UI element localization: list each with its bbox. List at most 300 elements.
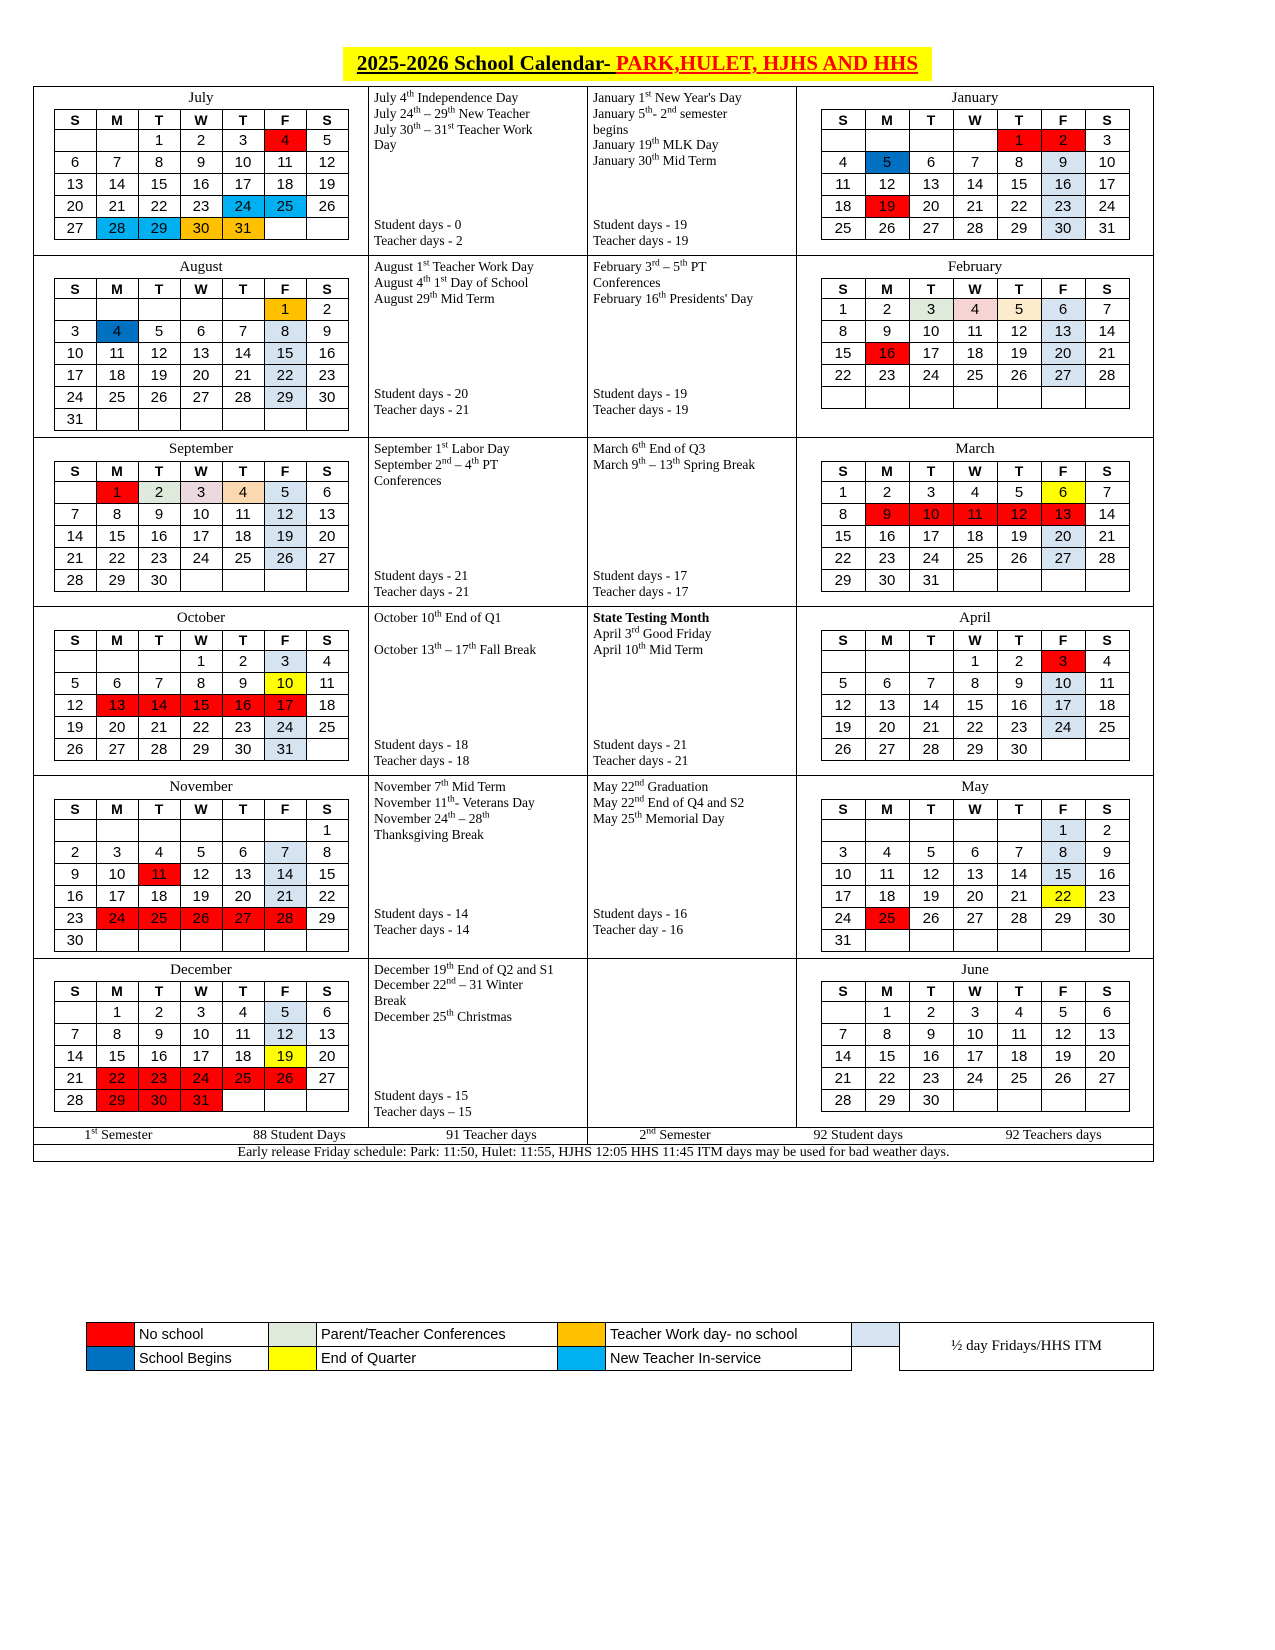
- day-cell[interactable]: 9: [997, 672, 1041, 694]
- day-cell[interactable]: 8: [1041, 841, 1085, 863]
- day-cell[interactable]: 24: [953, 1067, 997, 1089]
- day-cell[interactable]: 23: [138, 547, 180, 569]
- day-cell[interactable]: 27: [1041, 365, 1085, 387]
- day-cell[interactable]: 26: [821, 738, 865, 760]
- day-cell[interactable]: 10: [222, 152, 264, 174]
- day-cell[interactable]: 2: [1041, 130, 1085, 152]
- day-cell[interactable]: 1: [180, 650, 222, 672]
- day-cell[interactable]: 18: [264, 174, 306, 196]
- day-cell[interactable]: 27: [909, 218, 953, 240]
- day-cell[interactable]: 31: [54, 409, 96, 431]
- day-cell[interactable]: 1: [96, 481, 138, 503]
- day-cell[interactable]: 21: [264, 885, 306, 907]
- day-cell[interactable]: 14: [909, 694, 953, 716]
- day-cell[interactable]: 15: [953, 694, 997, 716]
- day-cell[interactable]: 30: [180, 218, 222, 240]
- day-cell[interactable]: 3: [1085, 130, 1129, 152]
- day-cell[interactable]: 19: [997, 525, 1041, 547]
- day-cell[interactable]: 21: [96, 196, 138, 218]
- day-cell[interactable]: 23: [1041, 196, 1085, 218]
- day-cell[interactable]: 21: [909, 716, 953, 738]
- day-cell[interactable]: 3: [264, 650, 306, 672]
- day-cell[interactable]: 9: [306, 321, 348, 343]
- day-cell[interactable]: 18: [222, 1045, 264, 1067]
- day-cell[interactable]: 9: [865, 503, 909, 525]
- day-cell[interactable]: 21: [821, 1067, 865, 1089]
- day-cell[interactable]: 18: [953, 525, 997, 547]
- day-cell[interactable]: 11: [306, 672, 348, 694]
- day-cell[interactable]: 8: [953, 672, 997, 694]
- day-cell[interactable]: 19: [909, 885, 953, 907]
- day-cell[interactable]: 5: [138, 321, 180, 343]
- day-cell[interactable]: 2: [180, 130, 222, 152]
- day-cell[interactable]: 4: [953, 481, 997, 503]
- day-cell[interactable]: 24: [909, 547, 953, 569]
- day-cell[interactable]: 23: [909, 1067, 953, 1089]
- day-cell[interactable]: 18: [222, 525, 264, 547]
- day-cell[interactable]: 28: [264, 907, 306, 929]
- day-cell[interactable]: 27: [306, 1067, 348, 1089]
- day-cell[interactable]: 19: [997, 343, 1041, 365]
- day-cell[interactable]: 30: [138, 1089, 180, 1111]
- day-cell[interactable]: 2: [909, 1001, 953, 1023]
- day-cell[interactable]: 15: [997, 174, 1041, 196]
- day-cell[interactable]: 20: [306, 1045, 348, 1067]
- day-cell[interactable]: 25: [96, 387, 138, 409]
- day-cell[interactable]: 11: [96, 343, 138, 365]
- day-cell[interactable]: 7: [54, 1023, 96, 1045]
- day-cell[interactable]: 18: [1085, 694, 1129, 716]
- day-cell[interactable]: 7: [264, 841, 306, 863]
- day-cell[interactable]: 30: [1085, 907, 1129, 929]
- day-cell[interactable]: 13: [909, 174, 953, 196]
- day-cell[interactable]: 23: [54, 907, 96, 929]
- day-cell[interactable]: 21: [1085, 343, 1129, 365]
- day-cell[interactable]: 16: [180, 174, 222, 196]
- day-cell[interactable]: 28: [54, 569, 96, 591]
- day-cell[interactable]: 22: [953, 716, 997, 738]
- day-cell[interactable]: 1: [1041, 819, 1085, 841]
- day-cell[interactable]: 14: [953, 174, 997, 196]
- day-cell[interactable]: 28: [953, 218, 997, 240]
- day-cell[interactable]: 4: [264, 130, 306, 152]
- day-cell[interactable]: 14: [222, 343, 264, 365]
- day-cell[interactable]: 1: [953, 650, 997, 672]
- day-cell[interactable]: 5: [821, 672, 865, 694]
- day-cell[interactable]: 9: [138, 503, 180, 525]
- day-cell[interactable]: 22: [96, 547, 138, 569]
- day-cell[interactable]: 7: [1085, 299, 1129, 321]
- day-cell[interactable]: 26: [997, 547, 1041, 569]
- day-cell[interactable]: 26: [264, 1067, 306, 1089]
- day-cell[interactable]: 28: [909, 738, 953, 760]
- day-cell[interactable]: 26: [865, 218, 909, 240]
- day-cell[interactable]: 30: [222, 738, 264, 760]
- day-cell[interactable]: 10: [909, 321, 953, 343]
- day-cell[interactable]: 11: [953, 321, 997, 343]
- day-cell[interactable]: 11: [997, 1023, 1041, 1045]
- day-cell[interactable]: 19: [264, 1045, 306, 1067]
- day-cell[interactable]: 27: [222, 907, 264, 929]
- day-cell[interactable]: 22: [306, 885, 348, 907]
- day-cell[interactable]: 25: [222, 1067, 264, 1089]
- day-cell[interactable]: 5: [997, 481, 1041, 503]
- day-cell[interactable]: 15: [180, 694, 222, 716]
- day-cell[interactable]: 31: [821, 929, 865, 951]
- day-cell[interactable]: 27: [865, 738, 909, 760]
- day-cell[interactable]: 25: [953, 547, 997, 569]
- day-cell[interactable]: 12: [997, 503, 1041, 525]
- day-cell[interactable]: 21: [138, 716, 180, 738]
- day-cell[interactable]: 7: [909, 672, 953, 694]
- day-cell[interactable]: 20: [953, 885, 997, 907]
- day-cell[interactable]: 15: [1041, 863, 1085, 885]
- day-cell[interactable]: 1: [138, 130, 180, 152]
- day-cell[interactable]: 10: [1085, 152, 1129, 174]
- day-cell[interactable]: 18: [865, 885, 909, 907]
- day-cell[interactable]: 4: [96, 321, 138, 343]
- day-cell[interactable]: 26: [306, 196, 348, 218]
- day-cell[interactable]: 7: [821, 1023, 865, 1045]
- day-cell[interactable]: 25: [953, 365, 997, 387]
- day-cell[interactable]: 9: [1041, 152, 1085, 174]
- day-cell[interactable]: 31: [264, 738, 306, 760]
- day-cell[interactable]: 26: [909, 907, 953, 929]
- day-cell[interactable]: 18: [96, 365, 138, 387]
- day-cell[interactable]: 5: [180, 841, 222, 863]
- day-cell[interactable]: 19: [138, 365, 180, 387]
- day-cell[interactable]: 22: [180, 716, 222, 738]
- day-cell[interactable]: 14: [138, 694, 180, 716]
- day-cell[interactable]: 22: [821, 547, 865, 569]
- day-cell[interactable]: 30: [997, 738, 1041, 760]
- day-cell[interactable]: 22: [865, 1067, 909, 1089]
- day-cell[interactable]: 10: [953, 1023, 997, 1045]
- day-cell[interactable]: 22: [96, 1067, 138, 1089]
- day-cell[interactable]: 9: [138, 1023, 180, 1045]
- day-cell[interactable]: 23: [865, 547, 909, 569]
- day-cell[interactable]: 2: [138, 481, 180, 503]
- day-cell[interactable]: 29: [96, 1089, 138, 1111]
- day-cell[interactable]: 7: [54, 503, 96, 525]
- day-cell[interactable]: 18: [821, 196, 865, 218]
- day-cell[interactable]: 19: [821, 716, 865, 738]
- day-cell[interactable]: 2: [306, 299, 348, 321]
- day-cell[interactable]: 8: [865, 1023, 909, 1045]
- day-cell[interactable]: 2: [138, 1001, 180, 1023]
- day-cell[interactable]: 27: [1085, 1067, 1129, 1089]
- day-cell[interactable]: 29: [821, 569, 865, 591]
- day-cell[interactable]: 1: [821, 299, 865, 321]
- day-cell[interactable]: 17: [909, 343, 953, 365]
- day-cell[interactable]: 16: [54, 885, 96, 907]
- day-cell[interactable]: 18: [953, 343, 997, 365]
- day-cell[interactable]: 8: [138, 152, 180, 174]
- day-cell[interactable]: 12: [909, 863, 953, 885]
- day-cell[interactable]: 28: [997, 907, 1041, 929]
- day-cell[interactable]: 16: [865, 343, 909, 365]
- day-cell[interactable]: 14: [1085, 503, 1129, 525]
- day-cell[interactable]: 5: [264, 1001, 306, 1023]
- day-cell[interactable]: 13: [222, 863, 264, 885]
- day-cell[interactable]: 13: [1041, 321, 1085, 343]
- day-cell[interactable]: 27: [54, 218, 96, 240]
- day-cell[interactable]: 15: [138, 174, 180, 196]
- day-cell[interactable]: 20: [1041, 343, 1085, 365]
- day-cell[interactable]: 15: [821, 343, 865, 365]
- day-cell[interactable]: 3: [953, 1001, 997, 1023]
- day-cell[interactable]: 18: [306, 694, 348, 716]
- day-cell[interactable]: 27: [96, 738, 138, 760]
- day-cell[interactable]: 15: [821, 525, 865, 547]
- day-cell[interactable]: 30: [138, 569, 180, 591]
- day-cell[interactable]: 3: [180, 1001, 222, 1023]
- day-cell[interactable]: 9: [865, 321, 909, 343]
- day-cell[interactable]: 6: [180, 321, 222, 343]
- day-cell[interactable]: 7: [222, 321, 264, 343]
- day-cell[interactable]: 20: [865, 716, 909, 738]
- day-cell[interactable]: 2: [1085, 819, 1129, 841]
- day-cell[interactable]: 10: [180, 1023, 222, 1045]
- day-cell[interactable]: 13: [180, 343, 222, 365]
- day-cell[interactable]: 21: [54, 547, 96, 569]
- day-cell[interactable]: 20: [222, 885, 264, 907]
- day-cell[interactable]: 24: [180, 547, 222, 569]
- day-cell[interactable]: 7: [138, 672, 180, 694]
- day-cell[interactable]: 1: [306, 819, 348, 841]
- day-cell[interactable]: 19: [180, 885, 222, 907]
- day-cell[interactable]: 1: [821, 481, 865, 503]
- day-cell[interactable]: 3: [909, 299, 953, 321]
- day-cell[interactable]: 25: [997, 1067, 1041, 1089]
- day-cell[interactable]: 28: [54, 1089, 96, 1111]
- day-cell[interactable]: 9: [1085, 841, 1129, 863]
- day-cell[interactable]: 5: [865, 152, 909, 174]
- day-cell[interactable]: 24: [1085, 196, 1129, 218]
- day-cell[interactable]: 23: [138, 1067, 180, 1089]
- day-cell[interactable]: 20: [909, 196, 953, 218]
- day-cell[interactable]: 16: [909, 1045, 953, 1067]
- day-cell[interactable]: 6: [1041, 299, 1085, 321]
- day-cell[interactable]: 16: [138, 1045, 180, 1067]
- day-cell[interactable]: 22: [1041, 885, 1085, 907]
- day-cell[interactable]: 10: [96, 863, 138, 885]
- day-cell[interactable]: 13: [1041, 503, 1085, 525]
- day-cell[interactable]: 17: [909, 525, 953, 547]
- day-cell[interactable]: 23: [997, 716, 1041, 738]
- day-cell[interactable]: 29: [264, 387, 306, 409]
- day-cell[interactable]: 6: [1085, 1001, 1129, 1023]
- day-cell[interactable]: 4: [997, 1001, 1041, 1023]
- day-cell[interactable]: 7: [96, 152, 138, 174]
- day-cell[interactable]: 10: [54, 343, 96, 365]
- day-cell[interactable]: 9: [180, 152, 222, 174]
- day-cell[interactable]: 13: [953, 863, 997, 885]
- day-cell[interactable]: 28: [821, 1089, 865, 1111]
- day-cell[interactable]: 13: [96, 694, 138, 716]
- day-cell[interactable]: 14: [54, 525, 96, 547]
- day-cell[interactable]: 6: [1041, 481, 1085, 503]
- day-cell[interactable]: 16: [865, 525, 909, 547]
- day-cell[interactable]: 15: [96, 1045, 138, 1067]
- day-cell[interactable]: 12: [865, 174, 909, 196]
- day-cell[interactable]: 24: [180, 1067, 222, 1089]
- day-cell[interactable]: 4: [1085, 650, 1129, 672]
- day-cell[interactable]: 8: [96, 1023, 138, 1045]
- day-cell[interactable]: 6: [222, 841, 264, 863]
- day-cell[interactable]: 14: [264, 863, 306, 885]
- day-cell[interactable]: 17: [96, 885, 138, 907]
- day-cell[interactable]: 3: [54, 321, 96, 343]
- day-cell[interactable]: 31: [180, 1089, 222, 1111]
- day-cell[interactable]: 12: [821, 694, 865, 716]
- day-cell[interactable]: 12: [54, 694, 96, 716]
- day-cell[interactable]: 12: [997, 321, 1041, 343]
- day-cell[interactable]: 5: [997, 299, 1041, 321]
- day-cell[interactable]: 9: [909, 1023, 953, 1045]
- day-cell[interactable]: 24: [222, 196, 264, 218]
- day-cell[interactable]: 6: [54, 152, 96, 174]
- day-cell[interactable]: 15: [96, 525, 138, 547]
- day-cell[interactable]: 2: [865, 299, 909, 321]
- day-cell[interactable]: 20: [180, 365, 222, 387]
- day-cell[interactable]: 19: [264, 525, 306, 547]
- day-cell[interactable]: 6: [865, 672, 909, 694]
- day-cell[interactable]: 27: [180, 387, 222, 409]
- day-cell[interactable]: 22: [997, 196, 1041, 218]
- day-cell[interactable]: 13: [306, 1023, 348, 1045]
- day-cell[interactable]: 26: [264, 547, 306, 569]
- day-cell[interactable]: 16: [222, 694, 264, 716]
- day-cell[interactable]: 5: [909, 841, 953, 863]
- day-cell[interactable]: 14: [821, 1045, 865, 1067]
- day-cell[interactable]: 12: [306, 152, 348, 174]
- day-cell[interactable]: 22: [138, 196, 180, 218]
- day-cell[interactable]: 14: [1085, 321, 1129, 343]
- day-cell[interactable]: 29: [997, 218, 1041, 240]
- day-cell[interactable]: 30: [1041, 218, 1085, 240]
- day-cell[interactable]: 22: [264, 365, 306, 387]
- day-cell[interactable]: 10: [264, 672, 306, 694]
- day-cell[interactable]: 26: [997, 365, 1041, 387]
- day-cell[interactable]: 10: [909, 503, 953, 525]
- day-cell[interactable]: 1: [264, 299, 306, 321]
- day-cell[interactable]: 3: [96, 841, 138, 863]
- day-cell[interactable]: 3: [222, 130, 264, 152]
- day-cell[interactable]: 4: [821, 152, 865, 174]
- day-cell[interactable]: 29: [180, 738, 222, 760]
- day-cell[interactable]: 18: [138, 885, 180, 907]
- day-cell[interactable]: 21: [222, 365, 264, 387]
- day-cell[interactable]: 26: [180, 907, 222, 929]
- day-cell[interactable]: 24: [54, 387, 96, 409]
- day-cell[interactable]: 6: [306, 1001, 348, 1023]
- day-cell[interactable]: 23: [865, 365, 909, 387]
- day-cell[interactable]: 10: [1041, 672, 1085, 694]
- day-cell[interactable]: 2: [865, 481, 909, 503]
- day-cell[interactable]: 25: [821, 218, 865, 240]
- day-cell[interactable]: 30: [909, 1089, 953, 1111]
- day-cell[interactable]: 16: [997, 694, 1041, 716]
- day-cell[interactable]: 2: [222, 650, 264, 672]
- day-cell[interactable]: 30: [306, 387, 348, 409]
- day-cell[interactable]: 28: [96, 218, 138, 240]
- day-cell[interactable]: 11: [953, 503, 997, 525]
- day-cell[interactable]: 4: [138, 841, 180, 863]
- day-cell[interactable]: 11: [821, 174, 865, 196]
- day-cell[interactable]: 4: [222, 481, 264, 503]
- day-cell[interactable]: 25: [1085, 716, 1129, 738]
- day-cell[interactable]: 11: [1085, 672, 1129, 694]
- day-cell[interactable]: 27: [306, 547, 348, 569]
- day-cell[interactable]: 14: [997, 863, 1041, 885]
- day-cell[interactable]: 12: [264, 503, 306, 525]
- day-cell[interactable]: 14: [96, 174, 138, 196]
- day-cell[interactable]: 19: [306, 174, 348, 196]
- day-cell[interactable]: 8: [180, 672, 222, 694]
- day-cell[interactable]: 16: [138, 525, 180, 547]
- day-cell[interactable]: 24: [909, 365, 953, 387]
- day-cell[interactable]: 26: [1041, 1067, 1085, 1089]
- day-cell[interactable]: 13: [54, 174, 96, 196]
- day-cell[interactable]: 27: [1041, 547, 1085, 569]
- day-cell[interactable]: 24: [1041, 716, 1085, 738]
- day-cell[interactable]: 29: [96, 569, 138, 591]
- day-cell[interactable]: 28: [1085, 365, 1129, 387]
- day-cell[interactable]: 23: [180, 196, 222, 218]
- day-cell[interactable]: 31: [222, 218, 264, 240]
- day-cell[interactable]: 3: [1041, 650, 1085, 672]
- day-cell[interactable]: 23: [1085, 885, 1129, 907]
- day-cell[interactable]: 3: [821, 841, 865, 863]
- day-cell[interactable]: 13: [865, 694, 909, 716]
- day-cell[interactable]: 21: [54, 1067, 96, 1089]
- day-cell[interactable]: 8: [306, 841, 348, 863]
- day-cell[interactable]: 4: [222, 1001, 264, 1023]
- day-cell[interactable]: 6: [306, 481, 348, 503]
- day-cell[interactable]: 1: [96, 1001, 138, 1023]
- day-cell[interactable]: 10: [821, 863, 865, 885]
- day-cell[interactable]: 15: [306, 863, 348, 885]
- day-cell[interactable]: 5: [306, 130, 348, 152]
- day-cell[interactable]: 4: [306, 650, 348, 672]
- day-cell[interactable]: 18: [997, 1045, 1041, 1067]
- day-cell[interactable]: 4: [865, 841, 909, 863]
- day-cell[interactable]: 20: [96, 716, 138, 738]
- day-cell[interactable]: 21: [1085, 525, 1129, 547]
- day-cell[interactable]: 4: [953, 299, 997, 321]
- day-cell[interactable]: 13: [306, 503, 348, 525]
- day-cell[interactable]: 8: [997, 152, 1041, 174]
- day-cell[interactable]: 9: [54, 863, 96, 885]
- day-cell[interactable]: 15: [865, 1045, 909, 1067]
- day-cell[interactable]: 20: [1085, 1045, 1129, 1067]
- day-cell[interactable]: 12: [138, 343, 180, 365]
- day-cell[interactable]: 29: [865, 1089, 909, 1111]
- day-cell[interactable]: 16: [1085, 863, 1129, 885]
- day-cell[interactable]: 11: [222, 1023, 264, 1045]
- day-cell[interactable]: 15: [264, 343, 306, 365]
- day-cell[interactable]: 8: [96, 503, 138, 525]
- day-cell[interactable]: 17: [180, 525, 222, 547]
- day-cell[interactable]: 21: [953, 196, 997, 218]
- day-cell[interactable]: 6: [953, 841, 997, 863]
- day-cell[interactable]: 17: [264, 694, 306, 716]
- day-cell[interactable]: 17: [180, 1045, 222, 1067]
- day-cell[interactable]: 10: [180, 503, 222, 525]
- day-cell[interactable]: 26: [138, 387, 180, 409]
- day-cell[interactable]: 17: [821, 885, 865, 907]
